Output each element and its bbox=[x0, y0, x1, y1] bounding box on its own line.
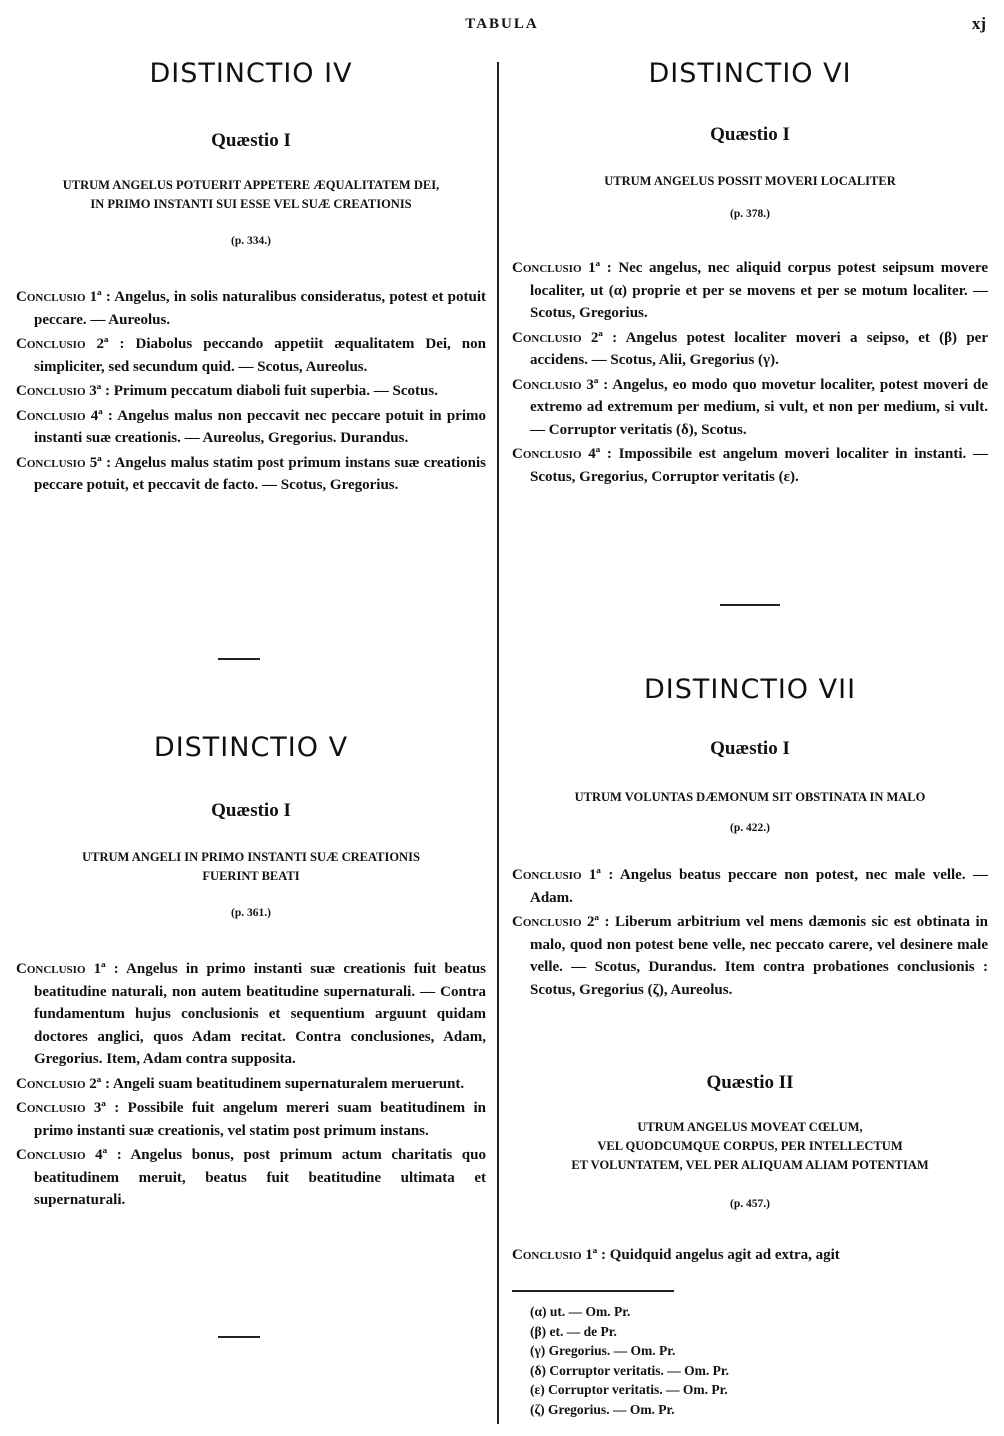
q-text-line: UTRUM ANGELUS MOVEAT CŒLUM, bbox=[637, 1120, 863, 1134]
section-separator-rule bbox=[720, 604, 780, 606]
distinctio-vi-title: DISTINCTIO VI bbox=[648, 58, 852, 89]
conclusio-text: : Diabolus peccando appetiit æqualitatem Dei, non simpliciter, sed secundum quid. — Scotus, Aureolus. bbox=[34, 336, 486, 375]
distinctio-iv-title: DISTINCTIO IV bbox=[149, 58, 353, 89]
conclusio-text: : Primum peccatum diaboli fuit superbia. — Scotus. bbox=[105, 383, 438, 399]
conclusio bbox=[16, 380, 486, 403]
conclusio-label: Conclusio 2ª bbox=[16, 1075, 102, 1092]
conclusio-label: Conclusio 4ª bbox=[16, 1147, 108, 1163]
conclusio-text: : Impossibile est angelum moveri localiter in instanti. — Scotus, Gregorius, Corruptor veritatis (ε). bbox=[530, 446, 988, 485]
conclusio bbox=[512, 327, 988, 372]
distinctio-vi-quaestio-label: Quæstio I bbox=[710, 124, 790, 145]
distinctio-vii-quaestio-ii-label: Quæstio II bbox=[706, 1072, 794, 1093]
conclusio-text: : Angelus beatus peccare non potest, nec male velle. — Adam. bbox=[530, 867, 988, 906]
conclusio-label: Conclusio 1ª bbox=[512, 867, 601, 883]
conclusio-text: : Angelus, in solis naturalibus consideratus, potest et potuit peccare. — Aureolus. bbox=[34, 289, 486, 328]
footnote: (β) et. — de Pr. bbox=[530, 1323, 617, 1339]
conclusio bbox=[16, 1073, 486, 1096]
conclusio-label: Conclusio 1ª bbox=[16, 289, 102, 305]
q-text-line: UTRUM ANGELUS POTUERIT APPETERE ÆQUALITATEM DEI, bbox=[62, 178, 440, 192]
conclusio-label: Conclusio 2ª bbox=[16, 336, 109, 352]
distinctio-vi-conclusions bbox=[512, 257, 988, 490]
footnote: (ε) Corruptor veritatis. — Om. Pr. bbox=[530, 1382, 728, 1397]
conclusio bbox=[512, 443, 988, 488]
conclusio-text: : Angelus malus statim post primum instans suæ creationis peccare potuit, et peccavit de facto. — Scotus, Gregorius. bbox=[34, 454, 486, 493]
conclusio-text: : Quidquid angelus agit ad extra, agit bbox=[601, 1247, 840, 1263]
section-separator-rule bbox=[218, 658, 260, 660]
conclusio-label: Conclusio 1ª bbox=[16, 961, 106, 977]
distinctio-vii-quaestio-i-text: UTRUM VOLUNTAS DÆMONUM SIT OBSTINATA IN MALO bbox=[574, 790, 926, 804]
conclusio bbox=[16, 1097, 486, 1142]
conclusio-label: Conclusio 2ª bbox=[512, 914, 599, 930]
conclusio-label: Conclusio 5ª bbox=[16, 454, 102, 471]
conclusio-label: Conclusio 2ª bbox=[512, 329, 603, 346]
q-text-line: VEL QUODCUMQUE CORPUS, PER INTELLECTUM bbox=[597, 1139, 903, 1153]
conclusio-text: : Angelus potest localiter moveri a seipso, et (β) per accidens. — Scotus, Alii, Gregorius (γ). bbox=[530, 329, 988, 368]
q-text-line: UTRUM ANGELI IN PRIMO INSTANTI SUÆ CREATIONIS bbox=[82, 850, 420, 864]
distinctio-vi-page-ref: (p. 378.) bbox=[730, 208, 770, 220]
conclusio bbox=[512, 374, 988, 442]
footnote: (ζ) Gregorius. — Om. Pr. bbox=[530, 1401, 675, 1417]
column-divider bbox=[497, 62, 499, 1424]
q-text-line: IN PRIMO INSTANTI SUI ESSE VEL SUÆ CREATIONIS bbox=[90, 197, 412, 211]
conclusio bbox=[512, 911, 988, 1001]
conclusio-text: : Angelus malus non peccavit nec peccare potuit in primo instanti suæ creationis. — Aureolus, Gregorius. Durandus. bbox=[34, 407, 487, 446]
conclusio-label: Conclusio 4ª bbox=[16, 407, 103, 424]
distinctio-iv-quaestio-text bbox=[16, 176, 486, 214]
footnote: (δ) Corruptor veritatis. — Om. Pr. bbox=[530, 1362, 729, 1378]
distinctio-v-page-ref: (p. 361.) bbox=[231, 907, 271, 919]
conclusio-text: : Liberum arbitrium vel mens dæmonis sic est obtinata in malo, quod non potest bene velle, nec peccato carere, vel desinere male velle. — Scotus, Durandus. Item contra probationes conclusionis : Scotus, Gregorius (ζ), Aureolus. bbox=[530, 914, 988, 998]
conclusio bbox=[16, 405, 486, 450]
distinctio-vii-quaestio-ii-page-ref: (p. 457.) bbox=[730, 1198, 770, 1210]
distinctio-vii-quaestio-ii-conclusions bbox=[512, 1244, 988, 1269]
distinctio-v-title: DISTINCTIO V bbox=[153, 732, 349, 763]
conclusio bbox=[16, 958, 486, 1071]
conclusio-text: : Possibile fuit angelum mereri suam beatitudinem in primo instanti suæ creationis, vel statim post primum instans. bbox=[34, 1100, 486, 1139]
distinctio-vii-quaestio-i-label: Quæstio I bbox=[710, 738, 790, 759]
footnote: (γ) Gregorius. — Om. Pr. bbox=[530, 1343, 676, 1358]
distinctio-iv-quaestio-label: Quæstio I bbox=[211, 130, 291, 151]
distinctio-vii-title: DISTINCTIO VII bbox=[643, 674, 857, 705]
conclusio bbox=[16, 333, 486, 378]
distinctio-vii-quaestio-i-page-ref: (p. 422.) bbox=[730, 822, 770, 834]
q-text-line: ET VOLUNTATEM, VEL PER ALIQUAM ALIAM POTENTIAM bbox=[571, 1158, 929, 1172]
distinctio-v-quaestio-text bbox=[16, 848, 486, 886]
conclusio-label: Conclusio 1ª bbox=[512, 1247, 598, 1263]
conclusio bbox=[512, 864, 988, 909]
conclusio bbox=[16, 1144, 486, 1212]
footnote-rule bbox=[512, 1290, 674, 1292]
distinctio-iv-page-ref: (p. 334.) bbox=[231, 235, 271, 247]
q-text-line: FUERINT BEATI bbox=[202, 869, 300, 883]
conclusio bbox=[512, 1244, 988, 1267]
footnote: (α) ut. — Om. Pr. bbox=[530, 1304, 631, 1319]
distinctio-vii-quaestio-ii-text bbox=[512, 1118, 988, 1175]
conclusio-text: : Angelus in primo instanti suæ creationis fuit beatus beatitudine naturali, non autem beatitudine supernaturali. — Contra fundamentum hujus conclusionis et sequentium arguunt quidam doctores anglici, quos Adam recitat. Contra conclusiones, Adam, Gregorius. Item, Adam contra supposita. bbox=[34, 961, 487, 1067]
distinctio-v-conclusions bbox=[16, 958, 486, 1214]
page-number: xj bbox=[971, 14, 986, 33]
conclusio bbox=[512, 257, 988, 325]
section-separator-rule bbox=[218, 1336, 260, 1338]
conclusio bbox=[16, 286, 486, 331]
distinctio-iv-conclusions bbox=[16, 286, 486, 499]
conclusio-label: Conclusio 1ª bbox=[512, 260, 601, 276]
conclusio-text: : Angeli suam beatitudinem supernaturalem meruerunt. bbox=[105, 1075, 465, 1092]
conclusio-text: : Angelus bonus, post primum actum charitatis quo beatitudinem meruit, beatus fuit beatitudine ultimata et supernaturali. bbox=[34, 1147, 486, 1208]
conclusio-label: Conclusio 3ª bbox=[16, 1100, 106, 1116]
conclusio-label: Conclusio 3ª bbox=[512, 376, 599, 393]
conclusio-label: Conclusio 3ª bbox=[16, 383, 102, 399]
running-header-title: TABULA bbox=[465, 16, 539, 32]
distinctio-v-quaestio-label: Quæstio I bbox=[211, 800, 291, 821]
conclusio bbox=[16, 452, 486, 497]
distinctio-vi-quaestio-text: UTRUM ANGELUS POSSIT MOVERI LOCALITER bbox=[604, 174, 896, 188]
conclusio-text: : Angelus, eo modo quo movetur localiter, potest moveri de extremo ad extremum per medium, si vult, et non per medium, si vult. — Corruptor veritatis (δ), Scotus. bbox=[530, 376, 988, 438]
conclusio-text: : Nec angelus, nec aliquid corpus potest seipsum movere localiter, ut (α) proprie et per se movens et per se motum localiter. — Scotus, Gregorius. bbox=[530, 260, 988, 321]
distinctio-vii-conclusions bbox=[512, 864, 988, 1003]
footnotes bbox=[530, 1302, 988, 1419]
conclusio-label: Conclusio 4ª bbox=[512, 446, 601, 462]
